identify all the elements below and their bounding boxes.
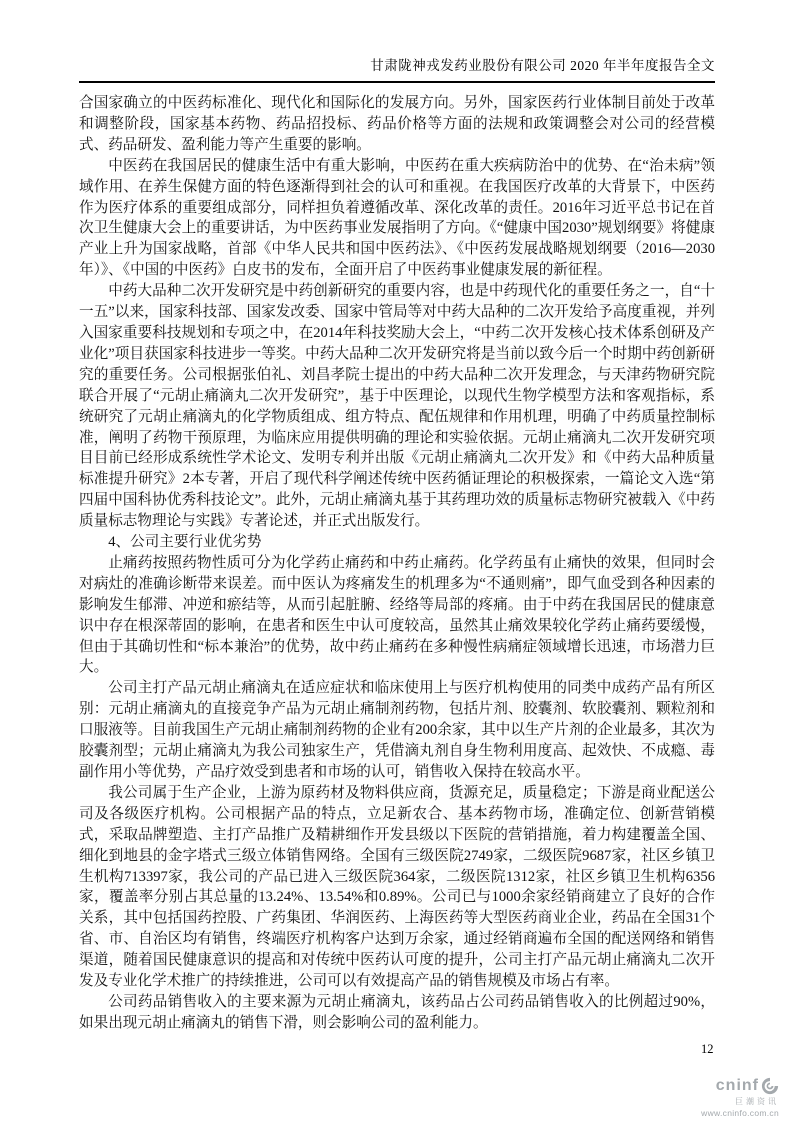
paragraph-secondary-development: 中药大品种二次开发研究是中药创新研究的重要内容，也是中药现代化的重要任务之一，自“十一五”以来，国家科技部、国家发改委、国家中管局等对中药大品种的二次开发给予高度重视，并列入国家重要科技规划和专项之中，在2014年科技奖励大会上，“中药二次开发核心技术体系创研及产业化”项目获国家科技进步一等奖。中药大品种二次开发研究将是当前以致今后一个时期中药创新研究的重要任务。公司根据张伯礼、刘昌孝院士提出的中药大品种二次开发理念，与天津药物研究院联合开展了“元胡止痛滴丸二次开发研究”，基于中医理论，以现代生物学模型方法和客观指标，系统研究了元胡止痛滴丸的化学物质组成、组方特点、配伍规律和作用机理，明确了中药质量控制标准，阐明了药物干预原理，为临床应用提供明确的理论和实验依据。元胡止痛滴丸二次开发研究项目目前已经形成系统性学术论文、发明专利并出版《元胡止痛滴丸二次开发》和《中药大品种质量标准提升研究》2本专著，开启了现代科学阐述传统中医药循证理论的积极探索，一篇论文入选“第四届中国科协优秀科技论文”。此外，元胡止痛滴丸基于其药理功效的质量标志物研究被载入《中药质量标志物理论与实践》专著论述，并正式出版发行。 [79, 283, 715, 530]
paragraph-revenue-risk: 公司药品销售收入的主要来源为元胡止痛滴丸，该药品占公司药品销售收入的比例超过90%，如果出现元胡止痛滴丸的销售下滑，则会影响公司的盈利能力。 [79, 993, 715, 1031]
cninfo-logo [701, 1076, 779, 1119]
paragraph-policy-continuation: 合国家确立的中医药标准化、现代化和国际化的发展方向。另外，国家医药行业体制目前处于改革和调整阶段，国家基本药物、药品招投标、药品价格等方面的法规和政策调整会对公司的经营模式、药品研发、盈利能力等产生重要的影响。 [79, 95, 715, 153]
report-body [79, 93, 715, 1034]
paragraph-sales-network: 我公司属于生产企业，上游为原药材及物料供应商，货源充足，质量稳定；下游是商业配送公司及各级医疗机构。公司根据产品的特点，立足新农合、基本药物市场，准确定位、创新营销模式，采取品牌塑造、主打产品推广及精耕细作开发县级以下医院的营销措施，着力构建覆盖全国、细化到地县的金字塔式三级立体销售网络。全国有三级医院2749家，二级医院9687家，社区乡镇卫生机构713397家，我公司的产品已进入三级医院364家，二级医院1312家，社区乡镇卫生机构6356家，覆盖率分别占其总量的13.24%、13.54%和0.89%。公司已与1000余家经销商建立了良好的合作关系，其中包括国药控股、广药集团、华润医药、上海医药等大型医药商业企业，药品在全国31个省、市、自治区均有销售，终端医疗机构客户达到万余家，通过经销商遍布全国的配送网络和销售渠道，随着国民健康意识的提高和对传统中医药认可度的提升，公司主打产品元胡止痛滴丸二次开发及专业化学术推广的持续推进，公司可以有效提高产品的销售规模及市场占有率。 [79, 784, 715, 990]
page-number: 12 [701, 1042, 714, 1056]
paragraph-painkiller-market: 止痛药按照药物性质可分为化学药止痛药和中药止痛药。化学药虽有止痛快的效果，但同时会对病灶的准确诊断带来误差。而中医认为疼痛发生的机理多为“不通则痛”，即气血受到各种因素的影响发生郁滞、冲逆和瘀结等，从而引起脏腑、经络等局部的疼痛。由于中药在我国居民的健康意识中存在根深蒂固的影响，在患者和医生中认可度较高，虽然其止痛效果较化学药止痛药要缓慢，但由于其确切性和“标本兼治”的优势，故中药止痛药在多种慢性病痛症领域增长迅速，市场潜力巨大。 [79, 554, 715, 676]
cninfo-brand-text: cninf [715, 1077, 759, 1094]
cninfo-chinese-name: 巨潮资讯 [735, 1097, 779, 1106]
paragraph-tcm-influence: 中医药在我国居民的健康生活中有重大影响，中医药在重大疾病防治中的优势、在“治未病”领域作用、在养生保健方面的特色逐渐得到社会的认可和重视。在我国医疗改革的大背景下，中医药作为医疗体系的重要组成部分，同样担负着遵循改革、深化改革的责任。2016年习近平总书记在首次卫生健康大会上的重要讲话，为中医药事业发展指明了方向。《“健康中国2030”规划纲要》将健康产业上升为国家战略，首部《中华人民共和国中医药法》、《中医药发展战略规划纲要（2016—2030年）》、《中国的中医药》白皮书的发布，全面开启了中医药事业健康发展的新征程。 [79, 157, 715, 279]
paragraph-main-product: 公司主打产品元胡止痛滴丸在适应症状和临床使用上与医疗机构使用的同类中成药产品有所区别：元胡止痛滴丸的直接竞争产品为元胡止痛制剂药物，包括片剂、胶囊剂、软胶囊剂、颗粒剂和口服液等。目前我国生产元胡止痛制剂药物的企业有200余家，其中以生产片剂的企业最多，其次为胶囊剂型；元胡止痛滴丸为我公司独家生产，凭借滴丸剂自身生物利用度高、起效快、不成瘾、毒副作用小等优势，产品疗效受到患者和市场的认可，销售收入保持在较高水平。 [79, 680, 715, 780]
cninfo-url: www.cninfo.com.cn [701, 1108, 779, 1118]
page-header-title: 甘肃陇神戎发药业股份有限公司 2020 年半年度报告全文 [79, 54, 715, 83]
section-heading-industry-advantages: 4、公司主要行业优劣势 [108, 534, 262, 551]
cninfo-swirl-icon [761, 1077, 779, 1095]
